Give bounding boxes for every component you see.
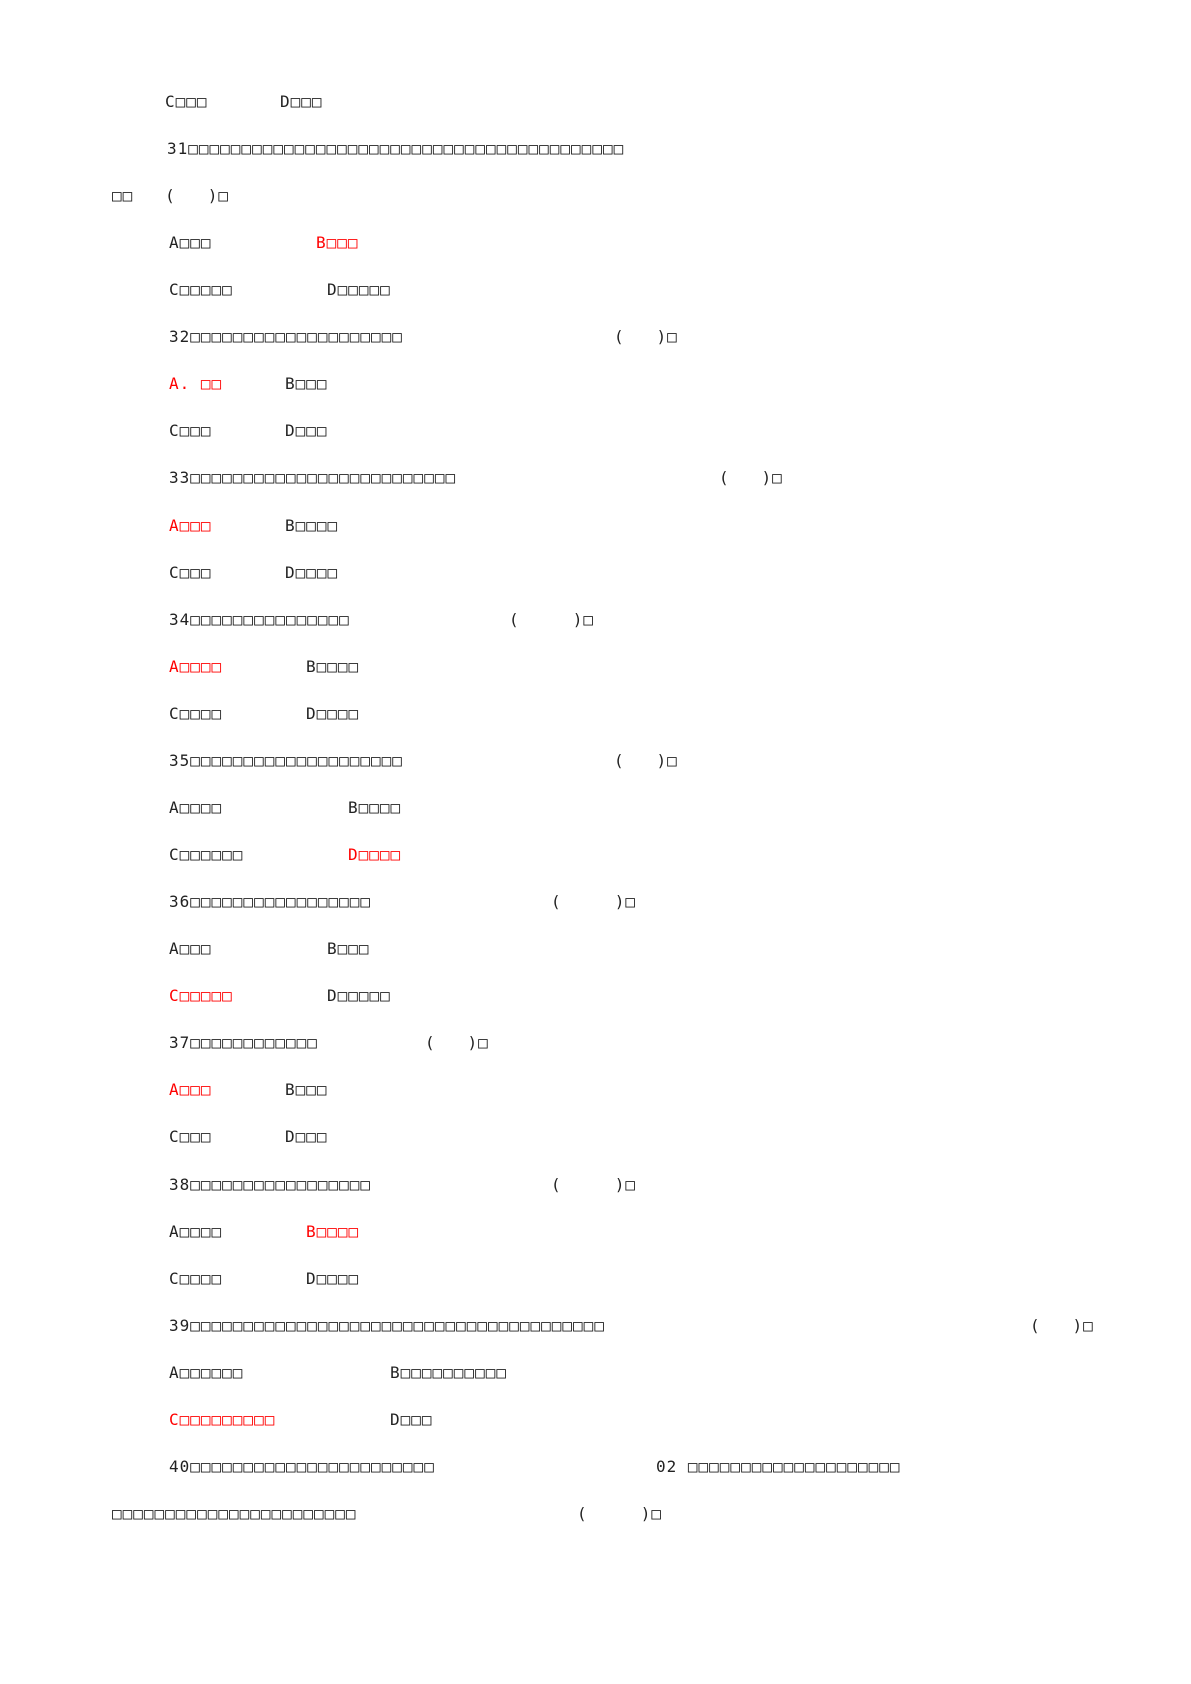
option-c-answer: C□□□□□ — [169, 986, 233, 1005]
question-text: 33□□□□□□□□□□□□□□□□□□□□□□□□□ — [169, 468, 457, 487]
option-b: B□□□□□□□□□□ — [390, 1363, 507, 1382]
option-a-answer: A□□□ — [169, 516, 212, 535]
answer-blank: ( )□ — [551, 892, 637, 911]
option-c: C□□□□ — [169, 704, 223, 723]
answer-blank: ( )□ — [719, 468, 783, 487]
option-d-answer: D□□□□ — [348, 845, 402, 864]
option-c: C□□□ — [169, 563, 212, 582]
answer-blank: ( )□ — [577, 1504, 663, 1523]
option-d: D□□□ — [390, 1410, 433, 1429]
question-40-continued — [0, 1504, 663, 1584]
question-text: 36□□□□□□□□□□□□□□□□□ — [169, 892, 372, 911]
option-d: D□□□□ — [306, 1269, 360, 1288]
option-c: C□□□ — [169, 1127, 212, 1146]
option-a-answer: A□□□ — [169, 1080, 212, 1099]
option-d: D□□□□ — [285, 563, 339, 582]
option-c: C□□□□□□ — [169, 845, 244, 864]
question-text: 32□□□□□□□□□□□□□□□□□□□□ — [169, 327, 403, 346]
option-b: B□□□□ — [348, 798, 402, 817]
option-c: C□□□□ — [169, 1269, 223, 1288]
question-text: 37□□□□□□□□□□□□ — [169, 1033, 318, 1052]
answer-blank: ( )□ — [509, 610, 595, 629]
question-text: 39□□□□□□□□□□□□□□□□□□□□□□□□□□□□□□□□□□□□□□□ — [169, 1316, 605, 1335]
option-b: B□□□ — [327, 939, 370, 958]
question-text: 35□□□□□□□□□□□□□□□□□□□□ — [169, 751, 403, 770]
option-c: C□□□ — [169, 421, 212, 440]
question-text: 31□□□□□□□□□□□□□□□□□□□□□□□□□□□□□□□□□□□□□□□□□ — [167, 139, 625, 158]
option-b-answer: B□□□□ — [306, 1222, 360, 1241]
option-d: D□□□□ — [306, 704, 360, 723]
question-text: 34□□□□□□□□□□□□□□□ — [169, 610, 350, 629]
option-b: B□□□ — [285, 374, 328, 393]
option-c: C□□□□□ — [169, 280, 233, 299]
option-d: D□□□□□ — [327, 280, 391, 299]
answer-blank: ( )□ — [614, 327, 678, 346]
option-a: A□□□ — [169, 233, 212, 252]
option-b: B□□□ — [285, 1080, 328, 1099]
answer-blank: ( )□ — [425, 1033, 489, 1052]
answer-blank: ( )□ — [551, 1175, 637, 1194]
option-a: A□□□□ — [169, 798, 223, 817]
option-b-answer: B□□□ — [316, 233, 359, 252]
answer-blank: ( )□ — [1030, 1316, 1094, 1335]
option-b: B□□□□ — [306, 657, 360, 676]
option-d: D□□□ — [285, 1127, 328, 1146]
option-b: B□□□□ — [285, 516, 339, 535]
option-d: D□□□ — [285, 421, 328, 440]
option-a: A□□□□□□ — [169, 1363, 244, 1382]
option-a: A□□□ — [169, 939, 212, 958]
option-a-answer: A. □□ — [169, 374, 223, 393]
answer-blank: ( )□ — [614, 751, 678, 770]
question-text: 40□□□□□□□□□□□□□□□□□□□□□□□ — [169, 1457, 435, 1476]
question-text: 38□□□□□□□□□□□□□□□□□ — [169, 1175, 372, 1194]
question-text: □□ ( )□ — [112, 186, 229, 205]
option-a-answer: A□□□□ — [169, 657, 223, 676]
option-c: C□□□ — [165, 92, 208, 111]
question-text-continued: 02 □□□□□□□□□□□□□□□□□□□□ — [656, 1457, 901, 1476]
option-c-answer: C□□□□□□□□□ — [169, 1410, 276, 1429]
option-d: D□□□ — [280, 92, 323, 111]
question-text: □□□□□□□□□□□□□□□□□□□□□□□ — [112, 1504, 357, 1523]
option-a: A□□□□ — [169, 1222, 223, 1241]
option-d: D□□□□□ — [327, 986, 391, 1005]
